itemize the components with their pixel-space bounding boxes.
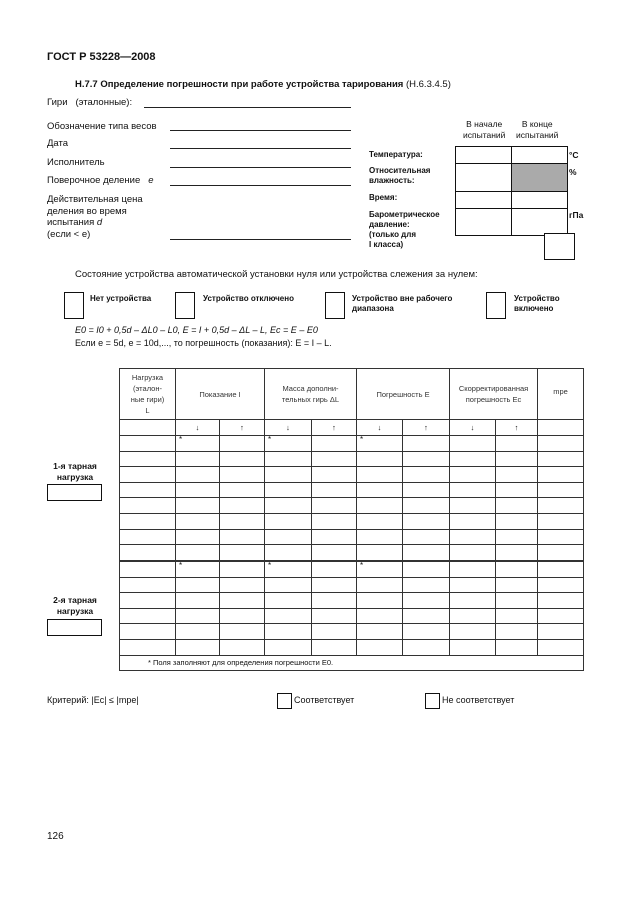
asterisk-cell[interactable]: * xyxy=(176,562,220,578)
verification-division-label: Поверочное деление е xyxy=(47,175,154,186)
section-heading: Определение погрешности при работе устройства тарирования xyxy=(100,79,404,90)
table-cell[interactable] xyxy=(220,562,265,578)
device-out-of-range-checkbox[interactable] xyxy=(325,292,345,319)
tare-1-value-box[interactable] xyxy=(47,484,102,501)
humidity-end-cell[interactable] xyxy=(512,164,568,192)
arrow-cell-blank xyxy=(120,420,176,436)
col-corr-error-header: Скорректированная погрешность Ec xyxy=(450,369,538,420)
table-row xyxy=(120,608,584,624)
environment-table xyxy=(455,146,568,236)
pass-label: Соответствует xyxy=(294,695,355,705)
scale-type-label: Обозначение типа весов xyxy=(47,121,157,132)
no-device-checkbox[interactable] xyxy=(64,292,84,319)
device-on-checkbox[interactable] xyxy=(486,292,506,319)
temp-end-cell[interactable] xyxy=(512,147,568,164)
criterion-label: Критерий: |Ec| ≤ |mpe| xyxy=(47,695,139,705)
table-cell[interactable] xyxy=(403,562,450,578)
table-row xyxy=(120,451,584,467)
col-load-header: Нагрузка (эталон- ные гири) L xyxy=(120,369,176,420)
date-label: Дата xyxy=(47,138,69,149)
table-row xyxy=(120,624,584,640)
pressure-unit: гПа xyxy=(569,210,584,220)
table-cell[interactable] xyxy=(496,436,538,452)
asterisk-cell[interactable]: * xyxy=(265,562,312,578)
actual-division-input-line[interactable] xyxy=(170,239,351,240)
operator-label: Исполнитель xyxy=(47,157,105,168)
tare-1-label: 1-я тарная нагрузка xyxy=(53,461,97,482)
zero-device-question: Состояние устройства автоматической установки нуля или устройства слежения за нулем: xyxy=(75,269,478,280)
temp-start-cell[interactable] xyxy=(456,147,512,164)
table-cell[interactable] xyxy=(120,436,176,452)
table-row xyxy=(120,529,584,545)
formula-line-2: Если е = 5d, е = 10d,..., то погрешность (показания): E = I – L. xyxy=(75,338,332,348)
table-row xyxy=(120,545,584,561)
table-row xyxy=(120,482,584,498)
col-add-mass-header: Масса дополни- тельных гирь ΔL xyxy=(265,369,357,420)
table-cell[interactable] xyxy=(538,562,584,578)
humidity-label: Относительная влажность: xyxy=(369,166,431,185)
weights-input-line[interactable] xyxy=(144,107,351,108)
col-mpe-header: mpe xyxy=(538,369,584,420)
no-device-label: Нет устройства xyxy=(90,294,152,303)
fail-label: Не соответствует xyxy=(442,695,515,705)
asterisk-cell[interactable]: * xyxy=(176,436,220,452)
table-row xyxy=(120,639,584,655)
document-header: ГОСТ Р 53228—2008 xyxy=(47,51,156,63)
table-cell[interactable] xyxy=(220,436,265,452)
col-start-header: В начале испытаний xyxy=(463,119,506,140)
section-title xyxy=(75,79,451,90)
class-one-checkbox[interactable] xyxy=(544,233,575,260)
table-row xyxy=(120,467,584,483)
time-end-cell[interactable] xyxy=(512,192,568,209)
device-off-checkbox[interactable] xyxy=(175,292,195,319)
col-end-header: В конце испытаний xyxy=(516,119,559,140)
table-cell[interactable] xyxy=(450,436,496,452)
pressure-end-cell[interactable] xyxy=(512,209,568,236)
tare-2-value-box[interactable] xyxy=(47,619,102,636)
table-row xyxy=(120,513,584,529)
verification-division-input-line[interactable] xyxy=(170,185,351,186)
table-cell[interactable] xyxy=(312,562,357,578)
device-off-label: Устройство отключено xyxy=(203,294,294,303)
fail-checkbox[interactable] xyxy=(425,693,440,709)
temperature-label: Температура: xyxy=(369,150,423,159)
tare-2-label: 2-я тарная нагрузка xyxy=(53,595,97,616)
asterisk-cell[interactable]: * xyxy=(357,562,403,578)
device-out-of-range-label: Устройство вне рабочего диапазона xyxy=(352,294,453,313)
tare-error-table-2 xyxy=(119,561,584,671)
section-reference: (Н.6.3.4.5) xyxy=(405,79,451,90)
arrow-up-icon: ↑ xyxy=(312,420,357,436)
time-label: Время: xyxy=(369,193,398,202)
arrow-down-icon: ↓ xyxy=(357,420,403,436)
col-error-header: Погрешность E xyxy=(357,369,450,420)
time-start-cell[interactable] xyxy=(456,192,512,209)
weights-label: Гири (эталонные): xyxy=(47,97,133,108)
humidity-unit: % xyxy=(569,167,577,177)
table-cell[interactable] xyxy=(120,562,176,578)
tare-error-table-1 xyxy=(119,368,584,561)
table-row xyxy=(120,593,584,609)
table-cell[interactable] xyxy=(496,562,538,578)
arrow-up-icon: ↑ xyxy=(220,420,265,436)
section-number: Н.7.7 xyxy=(75,79,98,90)
arrow-cell-blank xyxy=(538,420,584,436)
arrow-down-icon: ↓ xyxy=(176,420,220,436)
temperature-unit: °C xyxy=(569,150,579,160)
table-row xyxy=(120,577,584,593)
asterisk-cell[interactable]: * xyxy=(265,436,312,452)
operator-input-line[interactable] xyxy=(170,167,351,168)
arrow-up-icon: ↑ xyxy=(496,420,538,436)
arrow-down-icon: ↓ xyxy=(265,420,312,436)
pressure-label: Барометрическое давление: (только для I класса) xyxy=(369,210,440,249)
pressure-start-cell[interactable] xyxy=(456,209,512,236)
date-input-line[interactable] xyxy=(170,148,351,149)
table-cell[interactable] xyxy=(538,436,584,452)
arrow-up-icon: ↑ xyxy=(403,420,450,436)
col-indication-header: Показание I xyxy=(176,369,265,420)
table-footnote: * Поля заполняют для определения погрешности E0. xyxy=(120,655,584,671)
scale-type-input-line[interactable] xyxy=(170,130,351,131)
humidity-start-cell[interactable] xyxy=(456,164,512,192)
page-number: 126 xyxy=(47,831,64,842)
pass-checkbox[interactable] xyxy=(277,693,292,709)
table-row xyxy=(120,498,584,514)
table-cell[interactable] xyxy=(312,436,357,452)
arrow-down-icon: ↓ xyxy=(450,420,496,436)
table-cell[interactable] xyxy=(403,436,450,452)
formula-line-1: E0 = I0 + 0,5d – ΔL0 – L0, E = I + 0,5d – ΔL – L, Ec = E – E0 xyxy=(75,325,318,335)
actual-division-label: Действительная цена деления во время испытания d (если < е) xyxy=(47,194,143,240)
table-cell[interactable] xyxy=(450,562,496,578)
asterisk-cell[interactable]: * xyxy=(357,436,403,452)
device-on-label: Устройство включено xyxy=(514,294,560,313)
